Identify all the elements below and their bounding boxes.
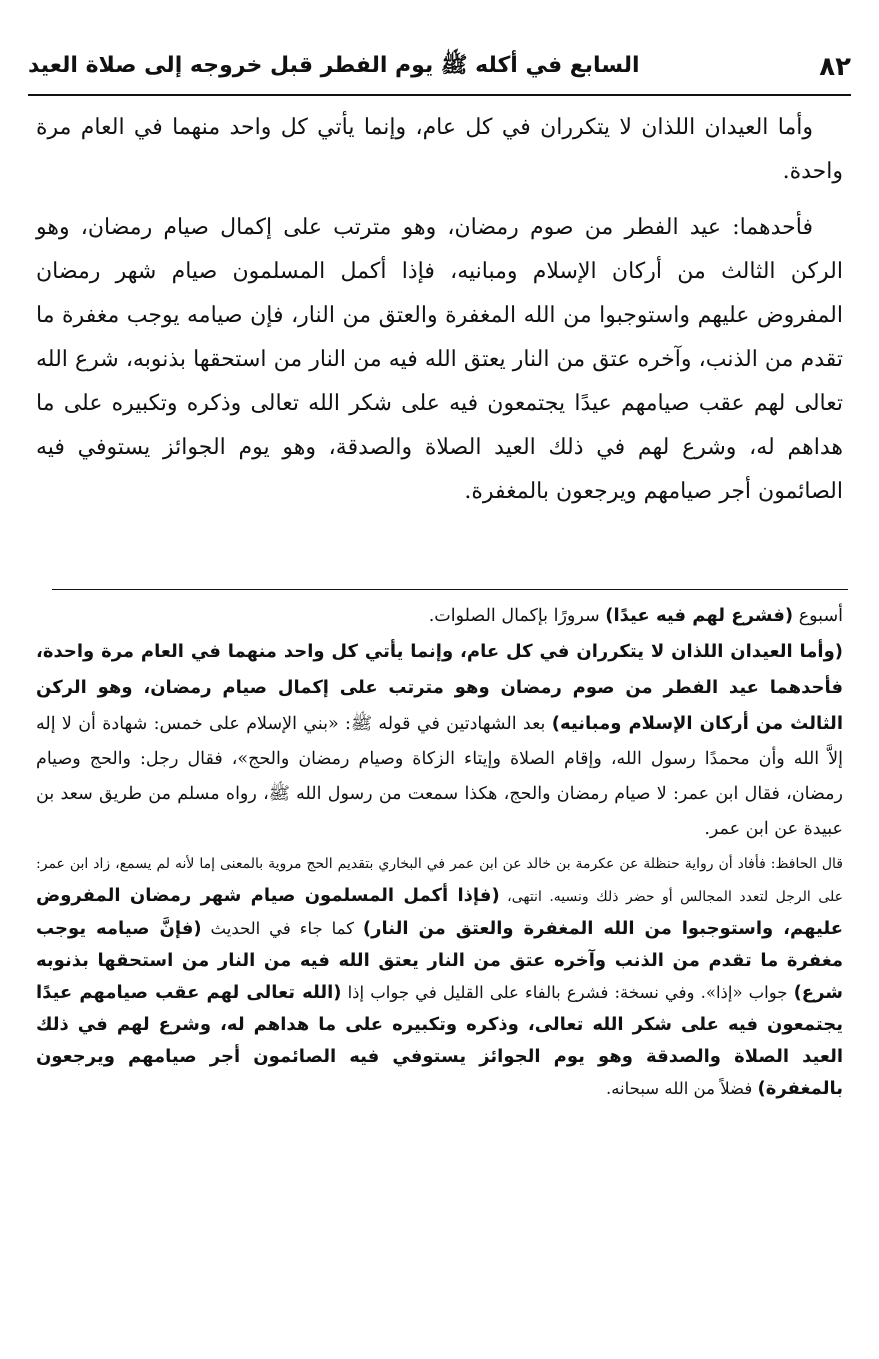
commentary-text: جواب «إذا». وفي نسخة: فشرع بالفاء على القليل في جواب إذا [341,983,794,1002]
page-number: ٨٢ [819,52,851,82]
running-title: السابع في أكله ﷺ يوم الفطر قبل خروجه إلى صلاة العيد [28,53,640,78]
commentary-text: أسبوع [793,606,843,626]
commentary-text: بعد الشهادتين في قوله ﷺ: «بني الإسلام على خمس: شهادة أن لا إله إلاَّ الله وأن محمدًا رسول الله، وإقام الصلاة وإيتاء الزكاة وصيام رمضان والحج»، فقال رجل: والحج وصيام رمضان، فقال ابن عمر: لا صيام رمضان والحج، هكذا سمعت من رسول الله ﷺ، رواه مسلم من طريق سعد بن عبيدة عن ابن عمر. [36,714,843,839]
commentary-text: فضلاً من الله سبحانه. [605,1079,758,1098]
quoted-text: (وأما العيدان اللذان لا يتكرران في كل عام، وإنما يأتي كل واحد منهما في العام مرة واحدة، فأحدهما عيد الفطر من صوم رمضان وهو مترتب على إكمال صيام رمضان، وهو الركن الثالث من أركان الإسلام ومبانيه) [36,641,843,734]
commentary-section [36,598,843,1105]
quoted-text: (فإنَّ صيامه يوجب مغفرة ما تقدم من الذنب وآخره عتق من النار يعتق الله فيه من النار من استحقها بذنوبه شرع) [36,918,843,1003]
quoted-text: (فإذا أكمل المسلمون صيام شهر رمضان المفروض عليهم، واستوجبوا من الله المغفرة والعتق من النار) [36,885,843,939]
page-header [28,40,851,96]
commentary-paragraph [36,847,843,1105]
commentary-text: سرورًا بإكمال الصلوات. [428,606,606,626]
main-paragraph: وأما العيدان اللذان لا يتكرران في كل عام، وإنما يأتي كل واحد منهما في العام مرة واحدة. [36,115,843,184]
footnote-separator [52,589,848,590]
quoted-text: (الله تعالى لهم عقب صيامهم عيدًا يجتمعون فيه على شكر الله تعالى، وذكره وتكبيره على ما هداهم له، وشرع لهم في ذلك العيد الصلاة والصدقة وهو يوم الجوائز يستوفي فيه الصائمون أجر صيامهم ويرجعون بالمغفرة) [36,982,843,1099]
quoted-text: (فشرع لهم فيه عيدًا) [605,605,794,626]
commentary-paragraph [36,598,843,634]
commentary-paragraph [36,634,843,847]
commentary-text: كما جاء في الحديث [201,919,363,938]
main-text [36,106,843,526]
main-paragraph: فأحدهما: عيد الفطر من صوم رمضان، وهو مترتب على إكمال صيام رمضان، وهو الركن الثالث من أركان الإسلام ومبانيه، فإذا أكمل المسلمون صيام شهر رمضان المفروض عليهم واستوجبوا من الله المغفرة والعتق من النار، فإن صيامه يوجب مغفرة ما تقدم من الذنب، وآخره عتق من النار يعتق الله فيه من النار من استحقها بذنوبه، شرع الله تعالى لهم عقب صيامهم عيدًا يجتمعون فيه على شكر الله تعالى وذكره وتكبيره على ما هداهم له، وشرع لهم في ذلك العيد الصلاة والصدقة، وهو يوم الجوائز يستوفي فيه الصائمون أجر صيامهم ويرجعون بالمغفرة. [36,215,843,504]
commentary-text: قال الحافظ: فأفاد أن رواية حنظلة عن عكرمة بن خالد عن ابن عمر في البخاري بتقديم الحج مروية بالمعنى إما لأنه لم يسمع، زاد ابن عمر: على الرجل لتعدد المجالس أو حضر ذلك ونسيه. انتهى، [36,856,843,905]
